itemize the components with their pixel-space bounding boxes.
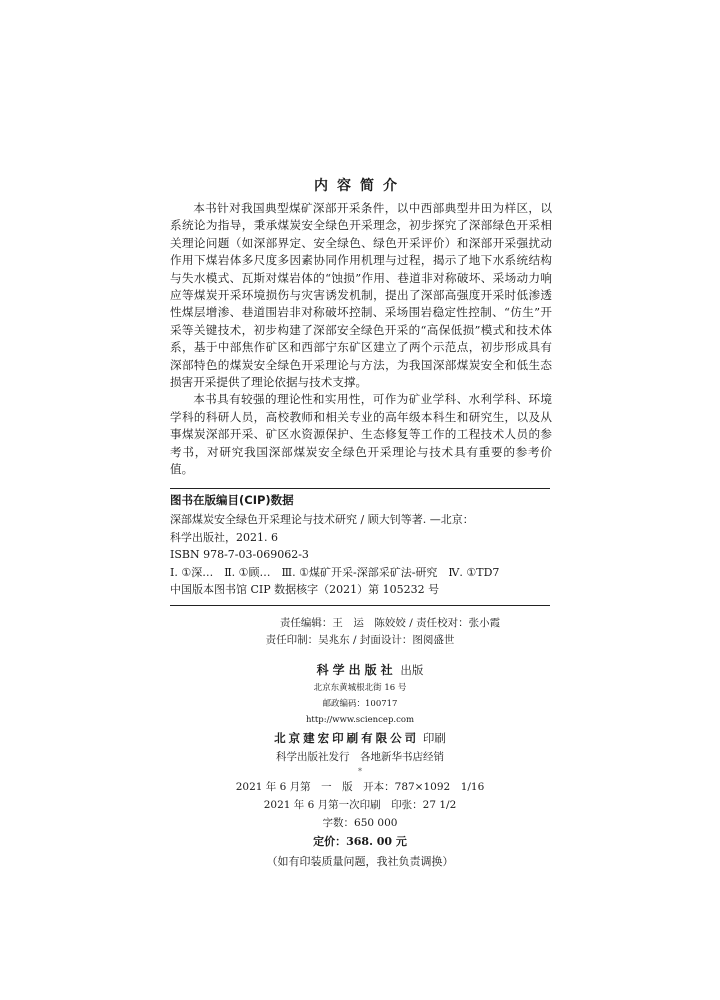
cip-heading: 图书在版编目(CIP)数据 <box>170 493 294 507</box>
cip-subject-line: Ⅰ. ①深… Ⅱ. ①顾… Ⅲ. ①煤矿开采-深部采矿法-研究 Ⅳ. ①TD7 <box>170 565 500 579</box>
printer-name: 北京建宏印刷有限公司 <box>274 731 420 745</box>
colophon <box>0 660 720 872</box>
price-line: 定价：368. 00 元 <box>313 835 407 848</box>
summary-title: 内容简介 <box>314 178 406 194</box>
print-credit: 责任印制：吴兆东 / 封面设计：图阅盛世 <box>265 634 455 646</box>
publisher-line <box>0 660 720 680</box>
cip-publisher-line: 科学出版社，2021. 6 <box>170 530 278 544</box>
publisher-name: 科学出版社 <box>316 663 397 677</box>
edition-line: 2021 年 6 月第 一 版 开本：787×1092 1/16 <box>235 781 485 793</box>
summary-body <box>170 200 552 479</box>
summary-paragraph-2: 本书具有较强的理论性和实用性，可作为矿业学科、水利学科、环境学科的科研人员，高校教师和相关专业的高年级本科生和研究生，以及从事煤炭深部开采、矿区水资源保护、生态修复等工作的工程技术人员的参考书，对研究我国深部煤炭安全绿色开采理论与技术具有重要的参考价值。 <box>170 392 552 477</box>
separator-mark: * <box>358 767 362 776</box>
publisher-website: http://www.sciencep.com <box>305 715 415 725</box>
printer-line <box>0 728 720 748</box>
cip-record-line: 中国版本图书馆 CIP 数据核字（2021）第 105232 号 <box>170 583 440 596</box>
quality-notice: （如有印装质量问题，我社负责调换） <box>266 855 454 868</box>
printing-line: 2021 年 6 月第一次印刷 印张：27 1/2 <box>263 799 457 811</box>
cip-isbn-line: ISBN 978-7-03-069062-3 <box>170 548 309 561</box>
cip-title-line: 深部煤炭安全绿色开采理论与技术研究 / 顾大钊等著. —北京： <box>170 513 474 526</box>
distribution-line: 科学出版社发行 各地新华书店经销 <box>276 751 444 763</box>
summary-paragraph-1: 本书针对我国典型煤矿深部开采条件，以中西部典型井田为样区，以系统论为指导，秉承煤炭安全绿色开采理念，初步探究了深部绿色开采相关理论问题（如深部界定、安全绿色、绿色开采评价）和深部开采强扰动作用下煤岩体多尺度多因素协同作用机理与过程，揭示了地下水系统结构与失水模式、瓦斯对煤岩体的“蚀损”作用、巷道非对称破坏、采场动力响应等煤炭开采环境损伤与灾害诱发机制，提出了深部高强度开采时低渗透性煤层增渗、巷道围岩非对称破坏控制、采场围岩稳定性控制、“仿生”开采等关键技术，初步构建了深部安全绿色开采的“高保低损”模式和技术体系，基于中部焦作矿区和西部宁东矿区建立了两个示范点，初步形成具有深部特色的煤炭安全绿色开采理论与方法，为我国深部煤炭安全和低生态损害开采提供了理论依据与技术支撑。 <box>170 201 552 390</box>
publisher-address: 北京东黄城根北街 16 号 <box>313 683 407 693</box>
cip-block <box>170 488 550 606</box>
publisher-suffix: 出版 <box>400 663 424 677</box>
staff-credits <box>0 615 720 649</box>
publisher-postcode: 邮政编码：100717 <box>322 699 398 709</box>
word-count-line: 字数：650 000 <box>322 817 398 829</box>
printer-suffix: 印刷 <box>422 731 446 745</box>
editor-credit: 责任编辑：王 运 陈姣姣 / 责任校对：张小霞 <box>279 617 501 629</box>
